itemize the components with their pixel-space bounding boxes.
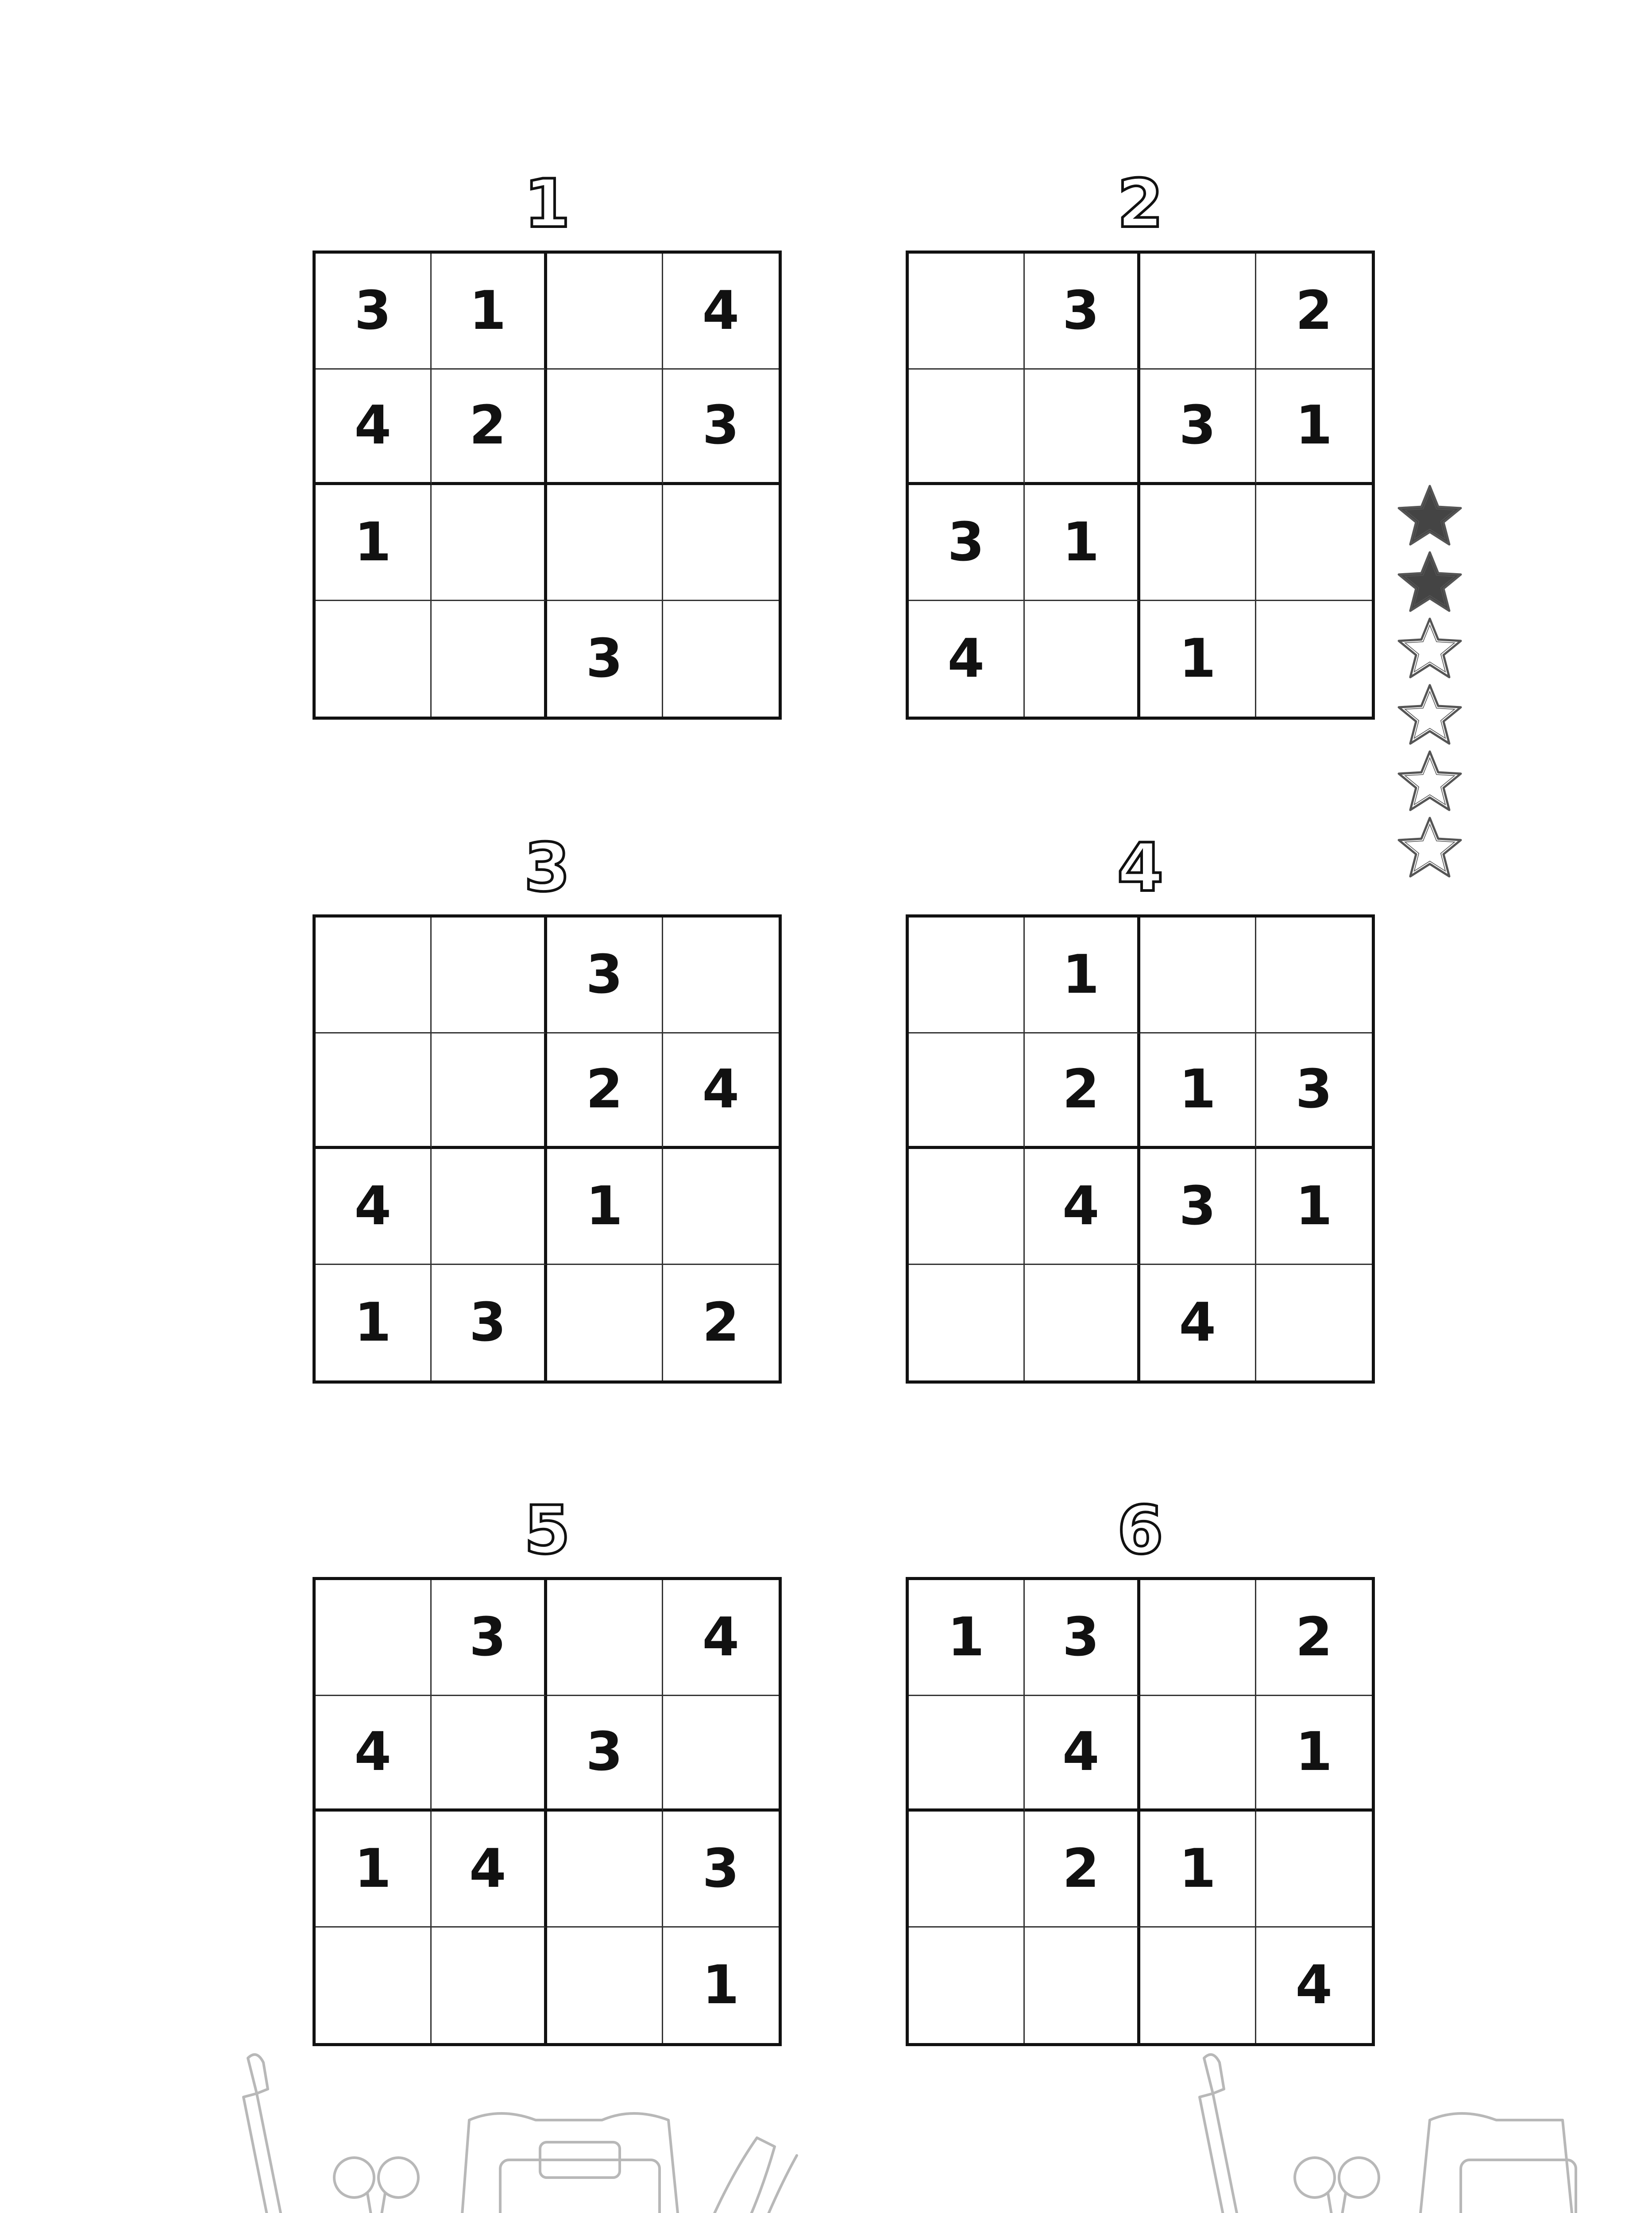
grid-cell[interactable] (1140, 1580, 1256, 1696)
grid-cell[interactable] (432, 1696, 548, 1812)
star-filled-icon (1394, 482, 1465, 549)
grid-cell[interactable]: 4 (663, 1580, 779, 1696)
puzzle-number: 5 (524, 1492, 571, 1569)
grid-cell[interactable]: 2 (1025, 1812, 1141, 1928)
grid-cell[interactable]: 4 (663, 254, 779, 370)
grid-cell[interactable]: 3 (663, 370, 779, 486)
grid-cell[interactable] (316, 1580, 432, 1696)
grid-cell[interactable] (1025, 601, 1141, 717)
grid-cell[interactable]: 1 (316, 1812, 432, 1928)
grid-cell[interactable]: 2 (1256, 254, 1372, 370)
grid-cell[interactable]: 1 (1256, 370, 1372, 486)
stapler-icon (699, 2138, 797, 2213)
sudoku-grid (906, 914, 1375, 1384)
paintbrush-icon (1200, 2055, 1239, 2213)
scissors-icon (334, 2158, 418, 2213)
sudoku-grid (313, 251, 782, 720)
grid-cell[interactable]: 4 (432, 1812, 548, 1928)
grid-cell[interactable] (547, 1928, 663, 2043)
grid-cell[interactable] (909, 1812, 1025, 1928)
school-supplies-decoration (62, 2045, 1590, 2213)
puzzle-number: 2 (1117, 166, 1164, 243)
grid-cell[interactable] (1025, 370, 1141, 486)
grid-cell[interactable] (909, 1696, 1025, 1812)
grid-cell[interactable] (1140, 485, 1256, 601)
grid-cell[interactable]: 1 (316, 1265, 432, 1381)
grid-cell[interactable]: 1 (909, 1580, 1025, 1696)
grid-cell[interactable]: 1 (1025, 918, 1141, 1033)
backpack-icon (456, 2113, 686, 2213)
grid-cell[interactable]: 3 (547, 1696, 663, 1812)
grid-cell[interactable] (432, 918, 548, 1033)
grid-cell[interactable]: 3 (547, 601, 663, 717)
star-filled-icon (1394, 549, 1465, 615)
difficulty-rating (1394, 482, 1474, 881)
grid-cell[interactable] (1256, 601, 1372, 717)
grid-cell[interactable]: 1 (432, 254, 548, 370)
grid-cell[interactable]: 4 (316, 370, 432, 486)
grid-cell[interactable] (663, 918, 779, 1033)
grid-cell[interactable]: 4 (1025, 1696, 1141, 1812)
grid-cell[interactable] (1140, 254, 1256, 370)
star-empty-icon (1394, 748, 1465, 814)
grid-cell[interactable]: 3 (1140, 1149, 1256, 1265)
grid-cell[interactable] (316, 1033, 432, 1149)
grid-cell[interactable] (547, 1265, 663, 1381)
paintbrush-icon (243, 2055, 283, 2213)
grid-cell[interactable] (909, 254, 1025, 370)
grid-cell[interactable]: 2 (432, 370, 548, 486)
grid-cell[interactable]: 3 (1140, 370, 1256, 486)
grid-cell[interactable] (432, 601, 548, 717)
grid-cell[interactable] (663, 485, 779, 601)
grid-cell[interactable]: 1 (1140, 1812, 1256, 1928)
grid-cell[interactable] (1025, 1928, 1141, 2043)
grid-cell[interactable]: 3 (1256, 1033, 1372, 1149)
grid-cell[interactable] (547, 370, 663, 486)
grid-cell[interactable] (432, 1149, 548, 1265)
grid-cell[interactable] (316, 1928, 432, 2043)
grid-cell[interactable]: 4 (1025, 1149, 1141, 1265)
grid-cell[interactable] (909, 370, 1025, 486)
grid-cell[interactable]: 1 (316, 485, 432, 601)
grid-cell[interactable] (909, 1149, 1025, 1265)
grid-cell[interactable]: 4 (1140, 1265, 1256, 1381)
puzzle-number: 4 (1117, 829, 1164, 906)
grid-cell[interactable]: 1 (547, 1149, 663, 1265)
grid-cell[interactable] (1256, 1265, 1372, 1381)
grid-cell[interactable] (432, 1033, 548, 1149)
grid-cell[interactable]: 2 (1025, 1033, 1141, 1149)
sudoku-grid (906, 1577, 1375, 2046)
sudoku-grid (906, 251, 1375, 720)
grid-cell[interactable] (547, 1812, 663, 1928)
scissors-icon (1295, 2158, 1379, 2213)
puzzle-number: 6 (1117, 1492, 1164, 1569)
grid-cell[interactable] (909, 918, 1025, 1033)
grid-cell[interactable]: 4 (316, 1696, 432, 1812)
grid-cell[interactable]: 3 (1025, 254, 1141, 370)
grid-cell[interactable] (909, 1265, 1025, 1381)
grid-cell[interactable]: 3 (1025, 1580, 1141, 1696)
star-empty-icon (1394, 682, 1465, 748)
grid-cell[interactable] (316, 601, 432, 717)
grid-cell[interactable]: 1 (1140, 601, 1256, 717)
sudoku-grid (313, 914, 782, 1384)
grid-cell[interactable] (316, 918, 432, 1033)
star-empty-icon (1394, 814, 1465, 881)
backpack-icon (1412, 2113, 1580, 2213)
sudoku-grid (313, 1577, 782, 2046)
grid-cell[interactable] (547, 485, 663, 601)
star-empty-icon (1394, 615, 1465, 682)
grid-cell[interactable]: 4 (1295, 1954, 1332, 2016)
puzzle-number: 1 (524, 166, 571, 243)
grid-cell[interactable] (663, 601, 779, 717)
grid-cell[interactable] (1140, 918, 1256, 1033)
grid-cell[interactable]: 1 (1140, 1033, 1256, 1149)
grid-cell[interactable] (432, 485, 548, 601)
grid-cell[interactable]: 4 (663, 1033, 779, 1149)
grid-cell[interactable]: 3 (432, 1265, 548, 1381)
grid-cell[interactable] (909, 1928, 1025, 2043)
grid-cell[interactable]: 2 (1256, 1580, 1372, 1696)
grid-cell[interactable] (1256, 918, 1372, 1033)
grid-cell[interactable]: 3 (909, 485, 1025, 601)
grid-cell[interactable]: 2 (702, 1292, 739, 1353)
grid-cell[interactable] (663, 1149, 779, 1265)
grid-cell[interactable] (1140, 1928, 1256, 2043)
grid-cell[interactable] (1140, 1696, 1256, 1812)
grid-cell[interactable] (1025, 1265, 1141, 1381)
grid-cell[interactable]: 3 (663, 1812, 779, 1928)
grid-cell[interactable] (547, 254, 663, 370)
grid-cell[interactable] (663, 1696, 779, 1812)
grid-cell[interactable]: 1 (1256, 1696, 1372, 1812)
grid-cell[interactable] (1256, 1812, 1372, 1928)
grid-cell[interactable]: 4 (316, 1149, 432, 1265)
grid-cell[interactable] (547, 1580, 663, 1696)
grid-cell[interactable]: 1 (702, 1954, 739, 2016)
grid-cell[interactable] (1256, 485, 1372, 601)
grid-cell[interactable] (432, 1928, 548, 2043)
puzzle-number: 3 (524, 829, 571, 906)
grid-cell[interactable] (909, 1033, 1025, 1149)
grid-cell[interactable]: 4 (909, 601, 1025, 717)
grid-cell[interactable]: 3 (432, 1580, 548, 1696)
grid-cell[interactable]: 1 (1256, 1149, 1372, 1265)
grid-cell[interactable]: 1 (1025, 485, 1141, 601)
grid-cell[interactable]: 3 (316, 254, 432, 370)
grid-cell[interactable]: 3 (547, 918, 663, 1033)
grid-cell[interactable]: 2 (547, 1033, 663, 1149)
